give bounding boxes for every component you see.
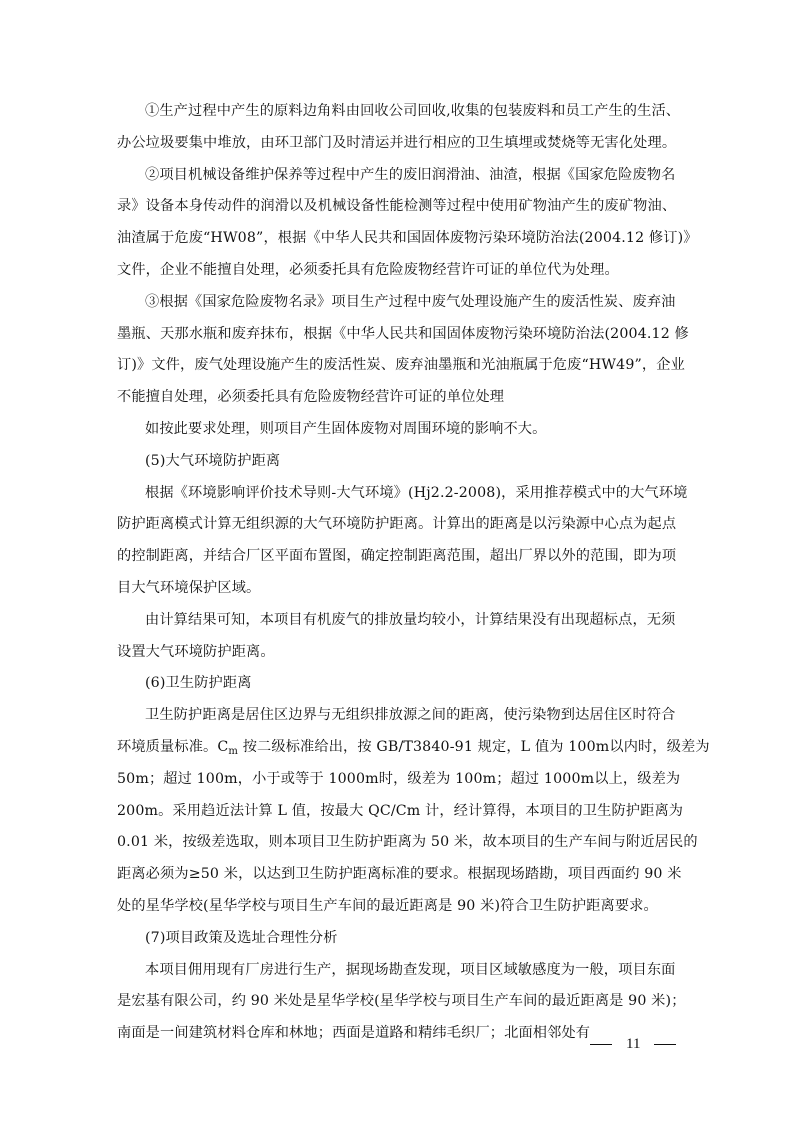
text-line: 是宏基有限公司，约 90 米处是星华学校(星华学校与项目生产车间的最近距离是 90 米)； bbox=[117, 993, 686, 1010]
text-line: 由计算结果可知，本项目有机废气的排放量均较小，计算结果没有出现超标点，无须 bbox=[145, 611, 676, 628]
text-line: 不能擅自处理，必须委托具有危险废物经营许可证的单位处理 bbox=[117, 389, 505, 406]
text-line: 处的星华学校(星华学校与项目生产车间的最近距离是 90 米)符合卫生防护距离要求。 bbox=[117, 897, 658, 914]
section-heading: (6)卫生防护距离 bbox=[145, 675, 252, 692]
text-line: 根据《环境影响评价技术导则-大气环境》(Hj2.2-2008)，采用推荐模式中的大气环境 bbox=[145, 484, 688, 501]
text-line: 目大气环境保护区域。 bbox=[117, 579, 261, 596]
text-line: 卫生防护距离是居住区边界与无组织排放源之间的距离，使污染物到达居住区时符合 bbox=[145, 707, 676, 724]
subscript: m bbox=[228, 745, 239, 757]
page-number-value: 11 bbox=[626, 1036, 641, 1052]
text-line: 的控制距离，并结合厂区平面布置图，确定控制距离范围，超出厂界以外的范围，即为项 bbox=[117, 548, 677, 565]
text-line: 南面是一间建筑材料仓库和林地；西面是道路和精纬毛织厂；北面相邻处有 bbox=[117, 1025, 591, 1042]
text-line: 订)》文件，废气处理设施产生的废活性炭、废弃油墨瓶和光油瓶属于危废“HW49”，企业 bbox=[117, 357, 685, 374]
text-line: 本项目佣用现有厂房进行生产，据现场勘查发现，项目区域敏感度为一般，项目东面 bbox=[145, 961, 676, 978]
text-line: 文件，企业不能擅自处理，必须委托具有危险废物经营许可证的单位代为处理。 bbox=[117, 261, 619, 278]
text-line: 距离必须为≥50 米，以达到卫生防护距离标准的要求。根据现场踏勘，项目西面约 90 米 bbox=[117, 866, 682, 883]
text-line: ②项目机械设备维护保养等过程中产生的废旧润滑油、油渣，根据《国家危险废物名 bbox=[145, 166, 676, 183]
text-line bbox=[117, 732, 710, 764]
text-rest: 按二级标准给出，按 GB/T3840-91 规定，L 值为 100m以内时，级差为 bbox=[242, 738, 710, 755]
text-line: 0.01 米，按级差选取，则本项目卫生防护距离为 50 米，故本项目的生产车间与附近居民的 bbox=[117, 834, 698, 851]
text-line: 办公垃圾要集中堆放，由环卫部门及时清运并进行相应的卫生填埋或焚烧等无害化处理。 bbox=[117, 134, 677, 151]
text-line: 50m；超过 100m，小于或等于 1000m时，级差为 100m；超过 1000m以上，级差为 bbox=[117, 770, 681, 787]
page-content bbox=[117, 96, 710, 1050]
text-line: 如按此要求处理，则项目产生固体废物对周围环境的影响不大。 bbox=[145, 420, 547, 437]
section-heading: (7)项目政策及选址合理性分析 bbox=[145, 929, 338, 946]
text-line: 200m。采用趋近法计算 L 值，按最大 QC/Cm 计，经计算得，本项目的卫生防护距离为 bbox=[117, 802, 684, 819]
text-prefix: 环境质量标准。C bbox=[117, 738, 229, 755]
text-line: ③根据《国家危险废物名录》项目生产过程中废气处理设施产生的废活性炭、废弃油 bbox=[145, 293, 676, 310]
text-line: 油渣属于危废“HW08”，根据《中华人民共和国固体废物污染环境防治法(2004.12 修订)》 bbox=[117, 230, 698, 247]
text-line: ①生产过程中产生的原料边角料由回收公司回收,收集的包装废料和员工产生的生活、 bbox=[145, 103, 681, 119]
text-line: 墨瓶、天那水瓶和废弃抹布，根据《中华人民共和国固体废物污染环境防治法(2004.12 修 bbox=[117, 325, 689, 342]
section-heading: (5)大气环境防护距离 bbox=[145, 452, 281, 469]
text-line: 防护距离模式计算无组织源的大气环境防护距离。计算出的距离是以污染源中心点为起点 bbox=[117, 516, 677, 533]
page-number-dash-right bbox=[654, 1044, 676, 1045]
text-line: 录》设备本身传动件的润滑以及机械设备性能检测等过程中使用矿物油产生的废矿物油、 bbox=[117, 198, 677, 215]
text-line: 设置大气环境防护距离。 bbox=[117, 643, 275, 660]
page-number bbox=[590, 1036, 676, 1053]
page-number-dash-left bbox=[590, 1044, 612, 1045]
